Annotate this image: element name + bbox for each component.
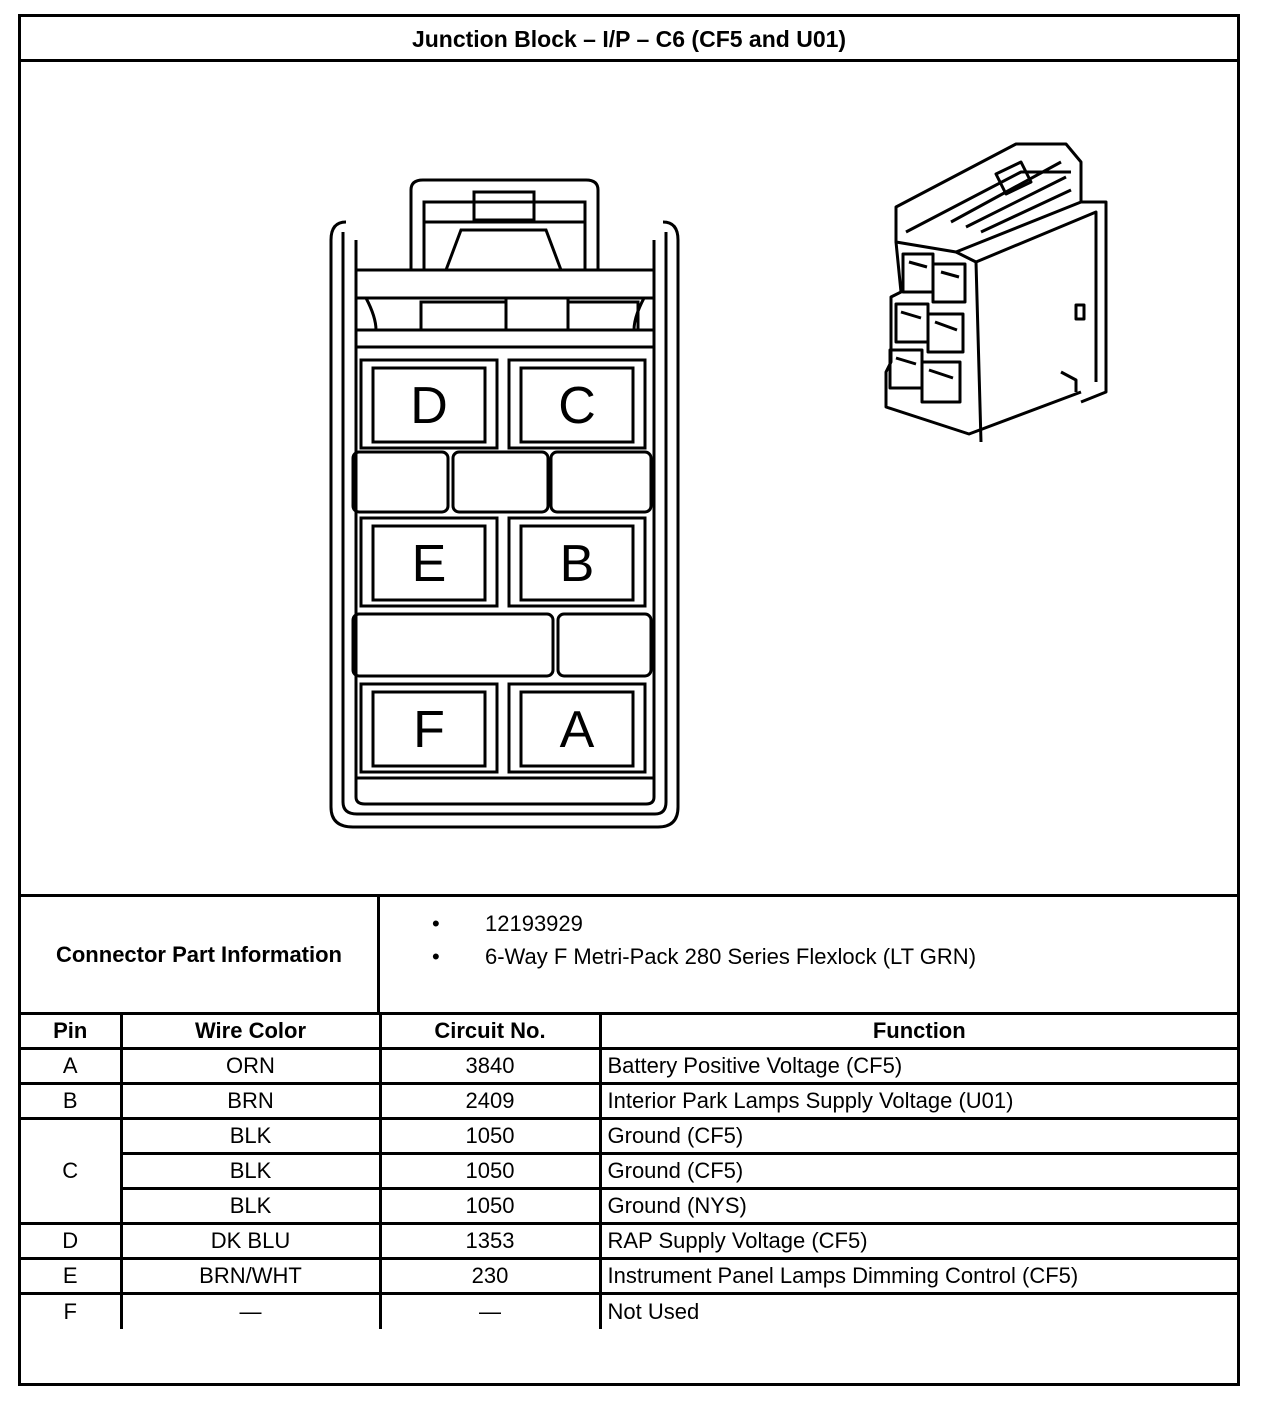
page-title: Junction Block – I/P – C6 (CF5 and U01) [21, 17, 1237, 62]
circuit-cell: 1050 [380, 1189, 600, 1224]
header-circuit-no: Circuit No. [380, 1014, 600, 1049]
function-cell: Battery Positive Voltage (CF5) [600, 1049, 1237, 1084]
pin-label-f: F [413, 701, 445, 759]
pin-label-c: C [558, 377, 596, 435]
pin-cell: C [21, 1119, 121, 1224]
pin-label-d: D [410, 377, 448, 435]
function-cell: Instrument Panel Lamps Dimming Control (CF5) [600, 1259, 1237, 1294]
function-cell: Ground (CF5) [600, 1154, 1237, 1189]
connector-part-info [21, 894, 1237, 1012]
wire-color-cell: — [121, 1294, 380, 1329]
table-row [21, 1294, 1237, 1329]
pin-label-b: B [559, 535, 595, 593]
circuit-cell: 230 [380, 1259, 600, 1294]
wire-color-cell: BLK [121, 1119, 380, 1154]
wire-color-cell: ORN [121, 1049, 380, 1084]
wire-color-cell: BLK [121, 1189, 380, 1224]
pin-cell: A [21, 1049, 121, 1084]
connector-face-drawing [21, 62, 1237, 894]
pin-cell: E [21, 1259, 121, 1294]
pin-label-e: E [411, 535, 447, 593]
latch-tab [474, 192, 534, 220]
table-row [21, 1049, 1237, 1084]
header-function: Function [600, 1014, 1237, 1049]
bullet-icon: • [432, 911, 440, 936]
connector-diagram-area [21, 62, 1237, 894]
table-header-row [21, 1014, 1237, 1049]
circuit-cell: 1050 [380, 1154, 600, 1189]
circuit-cell: 2409 [380, 1084, 600, 1119]
table-row [21, 1224, 1237, 1259]
wire-color-cell: DK BLU [121, 1224, 380, 1259]
function-cell: Interior Park Lamps Supply Voltage (U01) [600, 1084, 1237, 1119]
header-pin: Pin [21, 1014, 121, 1049]
pin-table [21, 1012, 1237, 1329]
table-row [21, 1189, 1237, 1224]
function-cell: Ground (CF5) [600, 1119, 1237, 1154]
header-wire-color: Wire Color [121, 1014, 380, 1049]
circuit-cell: — [380, 1294, 600, 1329]
pin-cell: B [21, 1084, 121, 1119]
pin-cell: D [21, 1224, 121, 1259]
part-number: 12193929 [485, 911, 583, 936]
pin-cell: F [21, 1294, 121, 1329]
table-row [21, 1084, 1237, 1119]
connector-info-label: Connector Part Information [21, 897, 380, 1012]
table-row [21, 1154, 1237, 1189]
connector-info-list [380, 897, 1237, 1012]
wire-color-cell: BRN [121, 1084, 380, 1119]
pin-label-a: A [559, 701, 595, 759]
connector-description: 6-Way F Metri-Pack 280 Series Flexlock (LT GRN) [485, 944, 977, 969]
latch-inner [424, 202, 585, 270]
circuit-cell: 1353 [380, 1224, 600, 1259]
connector-isometric-drawing [886, 144, 1106, 442]
circuit-cell: 1050 [380, 1119, 600, 1154]
function-cell: RAP Supply Voltage (CF5) [600, 1224, 1237, 1259]
wire-color-cell: BRN/WHT [121, 1259, 380, 1294]
bullet-icon: • [432, 944, 440, 969]
circuit-cell: 3840 [380, 1049, 600, 1084]
table-row [21, 1119, 1237, 1154]
function-cell: Ground (NYS) [600, 1189, 1237, 1224]
table-row [21, 1259, 1237, 1294]
wire-color-cell: BLK [121, 1154, 380, 1189]
function-cell: Not Used [600, 1294, 1237, 1329]
latch-ramp [446, 230, 561, 270]
connector-sheet [18, 14, 1240, 1386]
